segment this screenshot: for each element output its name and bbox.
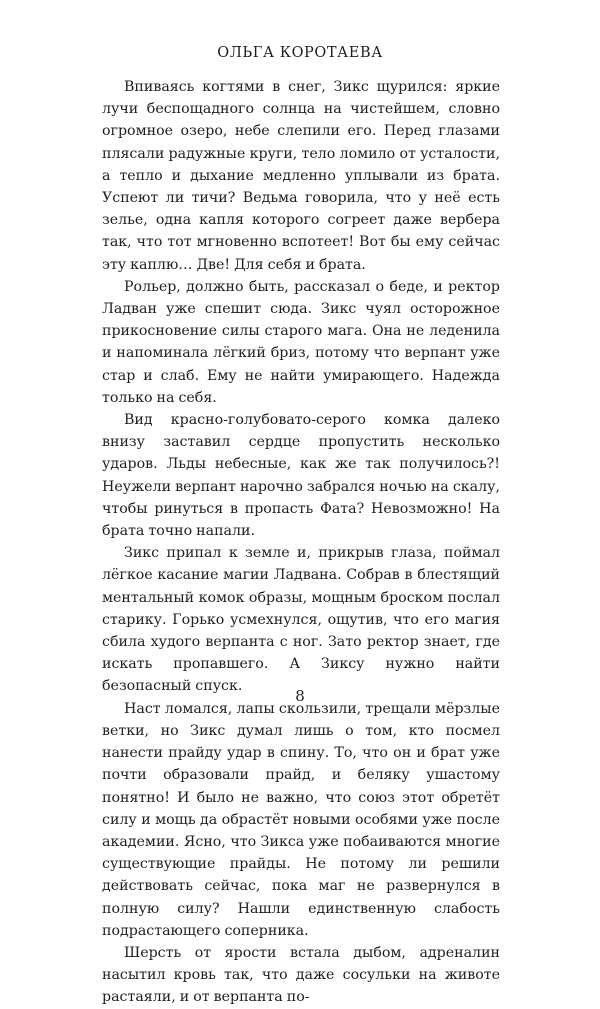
page-number: 8 [295, 687, 305, 705]
paragraph: Впиваясь когтями в снег, Зикс щурился: яркие лучи беспощадного солнца на чистейшем, словно огромное озеро, небе слепили его. Перед глазами плясали радужные круги, тело ломило от усталости, а тепло и дыхание медленно уплывали из брата. Успеют ли тичи? Ведьма говорила, что у неё есть зелье, одна капля которого согреет даже вербера так, что тот мгновенно вспотеет! Вот бы ему сейчас эту каплю… Две! Для себя и брата. [102, 79, 500, 273]
body-text [102, 76, 500, 1009]
running-header: ОЛЬГА КОРОТАЕВА [217, 45, 383, 61]
paragraph: Вид красно-голубовато-серого комка далеко внизу заставил сердце пропустить несколько ударов. Льды небесные, как же так получилось?! Неужели верпант нарочно забрался ночью на скалу, чтобы ринуться в пропасть Фата? Невозможно! На брата точно напали. [102, 412, 500, 540]
paragraph: Рольер, должно быть, рассказал о беде, и ректор Ладван уже спешит сюда. Зикс чуял осторожное прикосновение силы старого мага. Она не леденила и напоминала лёгкий бриз, потому что верпант уже стар и слаб. Ему не найти умирающего. Надежда только на себя. [102, 278, 500, 406]
paragraph: Шерсть от ярости встала дыбом, адреналин насытил кровь так, что даже сосульки на животе растаяли, и от верпанта по- [102, 944, 500, 1006]
paragraph: Зикс припал к земле и, прикрыв глаза, поймал лёгкое касание магии Ладвана. Собрав в блестящий ментальный комок образы, мощным броском послал старику. Горько усмехнулся, ощутив, что его магия сбила худого верпанта с ног. Зато ректор знает, где искать пропавшего. А Зиксу нужно найти безопасный спуск. [102, 545, 500, 695]
paragraph: Наст ломался, лапы скользили, трещали мёрзлые ветки, но Зикс думал лишь о том, кто посмел нанести прайду удар в спину. То, что он и брат уже почти образовали прайд, и беляку ушастому понятно! И было не важно, что союз этот обретёт силу и мощь да обрастёт новыми особями уже после академии. Ясно, что Зикса уже побаиваются многие существующие прайды. Не потому ли решили действовать сейчас, пока маг не развернулся в полную силу? Нашли единственную слабость подрастающего соперника. [102, 700, 500, 939]
